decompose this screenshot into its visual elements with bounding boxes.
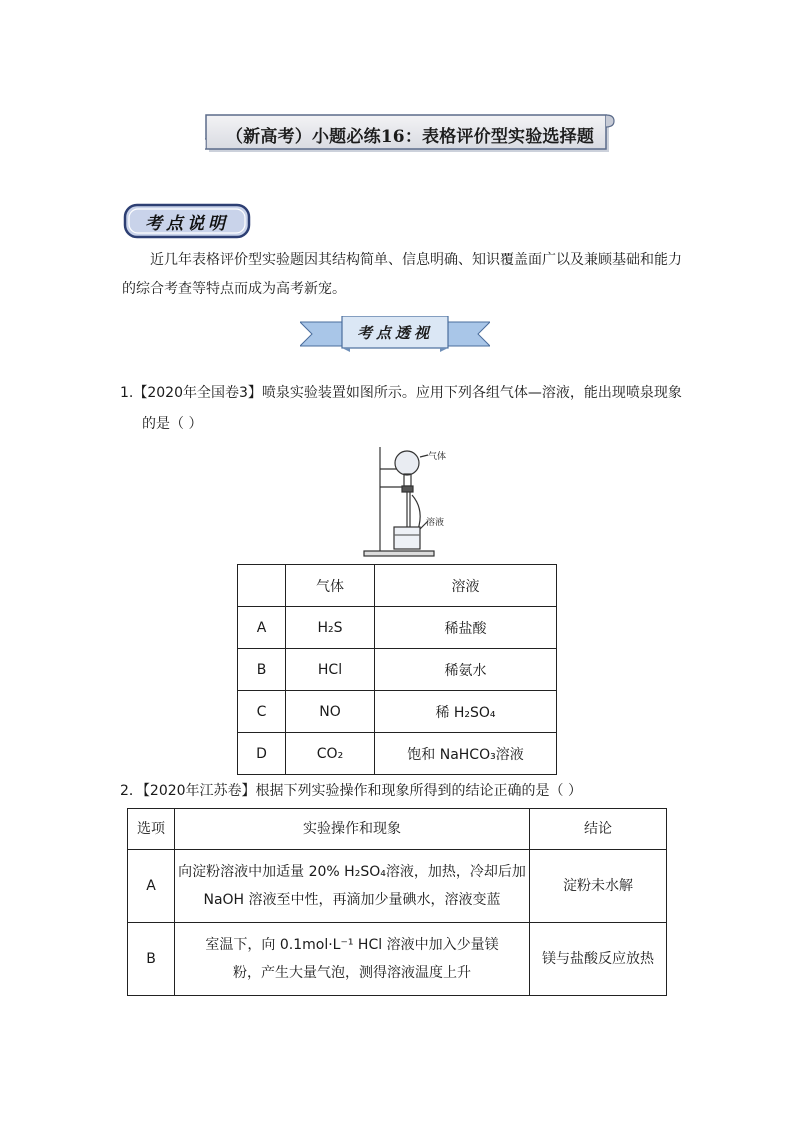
section-badge-exam-points	[122, 202, 252, 240]
table-header-cell: 实验操作和现象	[175, 809, 530, 850]
table-row	[238, 649, 557, 691]
option-label: B	[238, 649, 286, 691]
table-header-cell: 结论	[530, 809, 667, 850]
operation-line: NaOH 溶液至中性，再滴加少量碘水，溶液变蓝	[203, 892, 501, 908]
table-row	[128, 923, 667, 996]
operation-line: 室温下，向 0.1mol·L⁻¹ HCl 溶液中加入少量镁	[205, 937, 499, 953]
option-label: A	[128, 850, 175, 923]
page-title: （新高考）小题必练16：表格评价型实验选择题	[225, 126, 595, 147]
question-number: 1.	[120, 385, 134, 401]
fountain-apparatus-figure	[360, 443, 460, 559]
section-badge-label: 考点说明	[145, 213, 229, 234]
table-header-cell: 选项	[128, 809, 175, 850]
table-row	[238, 691, 557, 733]
solution-cell: 稀 H₂SO₄	[375, 691, 557, 733]
operation-cell	[175, 850, 530, 923]
figure-label-solution: 溶液	[426, 518, 445, 528]
table-header-cell	[238, 565, 286, 607]
section-ribbon-perspective	[300, 316, 490, 352]
question-1	[120, 378, 690, 440]
gas-cell: NO	[286, 691, 375, 733]
table-row	[128, 850, 667, 923]
table-header-row	[238, 565, 557, 607]
operation-line: 粉，产生大量气泡，测得溶液温度上升	[233, 965, 471, 981]
conclusion-cell: 淀粉未水解	[530, 850, 667, 923]
operation-cell	[175, 923, 530, 996]
solution-cell: 稀氨水	[375, 649, 557, 691]
title-banner	[205, 114, 615, 154]
solution-cell: 稀盐酸	[375, 607, 557, 649]
section-ribbon-label: 考点透视	[356, 323, 433, 342]
table-header-row	[128, 809, 667, 850]
intro-paragraph: 近几年表格评价型实验题因其结构简单、信息明确、知识覆盖面广以及兼顾基础和能力的综合考查等特点而成为高考新宠。	[122, 252, 682, 297]
question-1-line-2: 的是（ ）	[142, 416, 203, 432]
question-stem: 喷泉实验装置如图所示。应用下列各组气体—溶液，能出现喷泉现象	[261, 385, 682, 401]
table-header-cell: 溶液	[375, 565, 557, 607]
question-2-stem: 2．【2020年江苏卷】根据下列实验操作和现象所得到的结论正确的是（ ）	[120, 783, 582, 799]
conclusion-cell: 镁与盐酸反应放热	[530, 923, 667, 996]
question-1-line-1	[120, 378, 690, 409]
solution-cell: 饱和 NaHCO₃溶液	[375, 733, 557, 775]
gas-cell: CO₂	[286, 733, 375, 775]
question-source: 【2020年全国卷3】	[133, 385, 262, 401]
option-label: A	[238, 607, 286, 649]
gas-cell: H₂S	[286, 607, 375, 649]
operation-line: 向淀粉溶液中加适量 20% H₂SO₄溶液，加热，冷却后加	[178, 864, 526, 880]
option-label: D	[238, 733, 286, 775]
option-label: C	[238, 691, 286, 733]
table-row	[238, 607, 557, 649]
figure-label-gas: 气体	[428, 452, 447, 462]
gas-cell: HCl	[286, 649, 375, 691]
question-2-table	[127, 808, 667, 996]
table-row	[238, 733, 557, 775]
table-header-cell: 气体	[286, 565, 375, 607]
question-1-table	[237, 564, 557, 775]
option-label: B	[128, 923, 175, 996]
